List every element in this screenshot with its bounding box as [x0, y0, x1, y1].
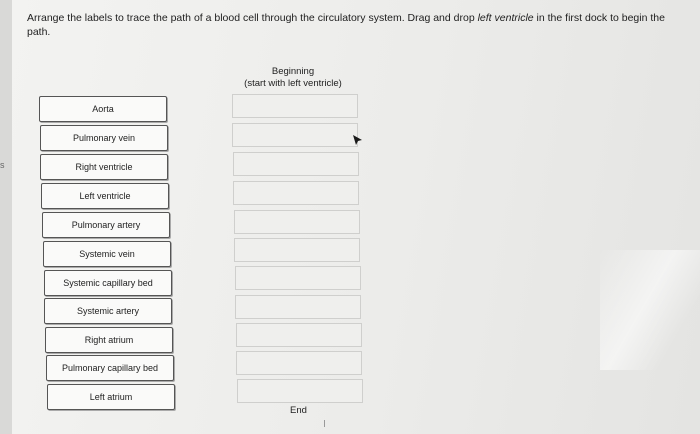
edge-text: s: [0, 160, 5, 170]
end-marker: [324, 420, 325, 427]
label-left-ventricle[interactable]: Left ventricle: [41, 183, 169, 209]
dock-header-subtitle: (start with left ventricle): [244, 78, 342, 89]
mouse-pointer-icon: [352, 134, 364, 148]
instruction-text: [27, 11, 667, 39]
dock-header-title: Beginning: [271, 66, 315, 77]
instruction-part2: in the first dock to begin the path.: [27, 12, 665, 38]
dock-end-label: End: [290, 405, 307, 416]
label-pulmonary-vein[interactable]: Pulmonary vein: [40, 125, 168, 151]
label-right-ventricle[interactable]: Right ventricle: [40, 154, 168, 180]
screen-glare: [600, 250, 700, 370]
dock-slot-9[interactable]: [236, 323, 362, 347]
label-aorta[interactable]: Aorta: [39, 96, 167, 122]
dock-slot-6[interactable]: [234, 238, 360, 262]
dock-slot-2[interactable]: [232, 123, 358, 147]
label-systemic-vein[interactable]: Systemic vein: [43, 241, 171, 267]
instruction-emphasis: left ventricle: [477, 12, 534, 24]
label-systemic-artery[interactable]: Systemic artery: [44, 298, 172, 324]
dock-slot-7[interactable]: [235, 266, 361, 290]
dock-slot-3[interactable]: [233, 152, 359, 176]
dock-slot-5[interactable]: [234, 210, 360, 234]
dock-slot-4[interactable]: [233, 181, 359, 205]
label-right-atrium[interactable]: Right atrium: [45, 327, 173, 353]
dock-slot-10[interactable]: [236, 351, 362, 375]
dock-header: [238, 66, 348, 90]
dock-slot-11[interactable]: [237, 379, 363, 403]
label-pulmonary-artery[interactable]: Pulmonary artery: [42, 212, 170, 238]
instruction-part1: Arrange the labels to trace the path of a blood cell through the circulatory system. Drag and drop: [27, 12, 478, 24]
label-systemic-capillary-bed[interactable]: Systemic capillary bed: [44, 270, 172, 296]
label-pulmonary-capillary-bed[interactable]: Pulmonary capillary bed: [46, 355, 174, 381]
dock-slot-8[interactable]: [235, 295, 361, 319]
dock-slot-1[interactable]: [232, 94, 358, 118]
label-left-atrium[interactable]: Left atrium: [47, 384, 175, 410]
